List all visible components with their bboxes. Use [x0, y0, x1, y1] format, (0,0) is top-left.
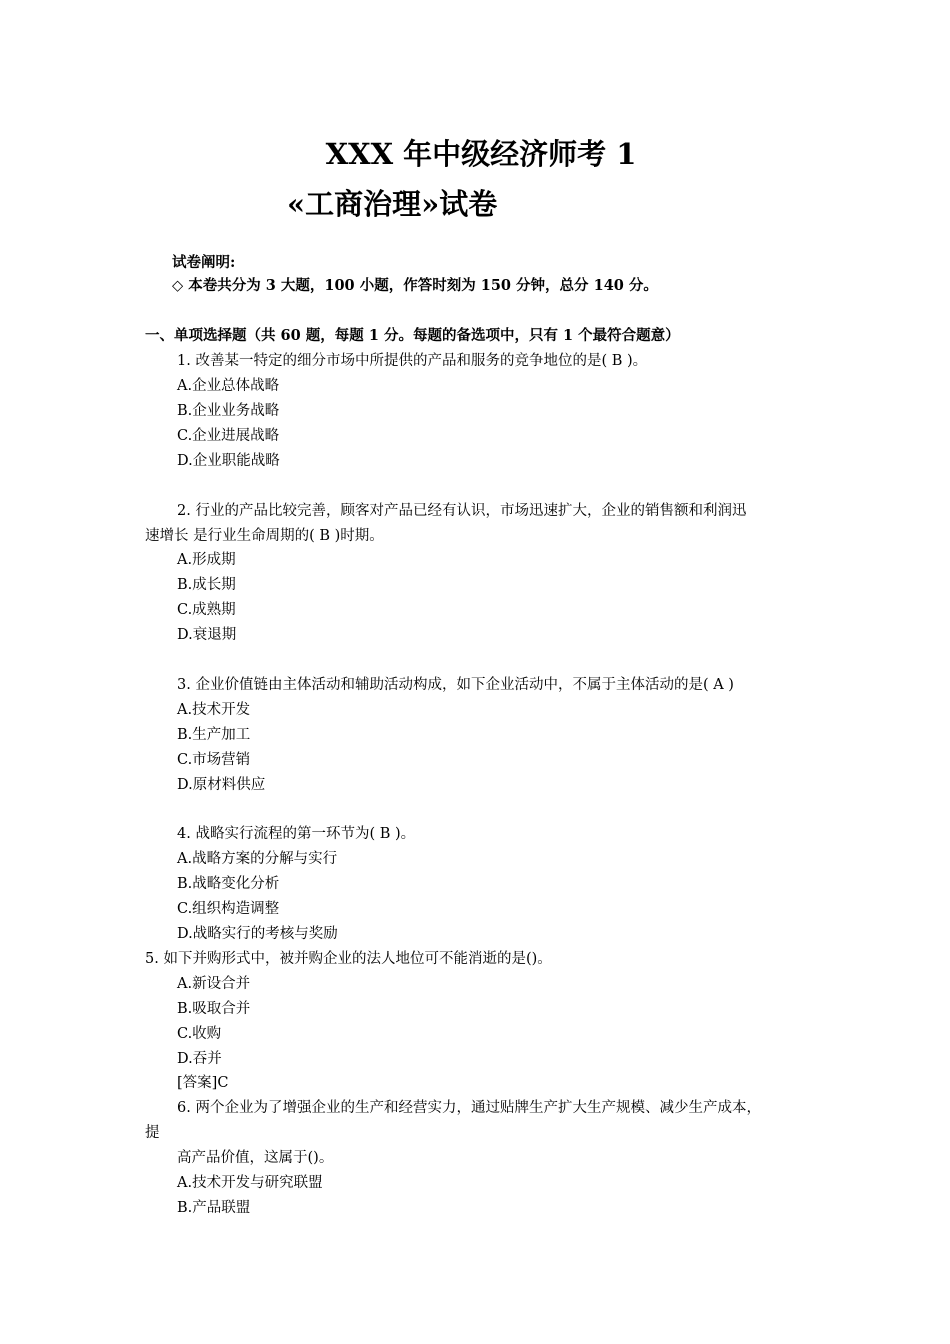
instructions-note: ◇ 本卷共分为 3 大题，100 小题，作答时刻为 150 分钟，总分 140 分。 [172, 277, 658, 294]
question-1-stem: 1. 改善某一特定的细分市场中所提供的产品和服务的竞争地位的是( B )。 [177, 353, 648, 369]
document-title-line2: «工商治理»试卷 [287, 187, 498, 221]
question-2-stem-line2: 速增长 是行业生命周期的( B )时期。 [145, 528, 384, 544]
question-3-option-d: D.原材料供应 [177, 777, 266, 793]
question-3-option-a: A.技术开发 [177, 702, 251, 718]
question-5-option-b: B.吸取合并 [177, 1001, 251, 1017]
document-title-line1: XXX 年中级经济师考 1 [325, 137, 637, 171]
question-1-option-b: B.企业业务战略 [177, 403, 280, 419]
instructions-heading: 试卷阐明: [172, 254, 236, 271]
question-6-stem-line2: 提 [145, 1125, 160, 1141]
question-6-option-b: B.产品联盟 [177, 1200, 251, 1216]
question-3-option-c: C.市场营销 [177, 752, 251, 768]
question-3-option-b: B.生产加工 [177, 727, 251, 743]
section-heading: 一、单项选择题（共 60 题，每题 1 分。每题的备选项中，只有 1 个最符合题意） [145, 327, 680, 344]
question-3-stem: 3. 企业价值链由主体活动和辅助活动构成，如下企业活动中，不属于主体活动的是( A ) [177, 677, 734, 693]
question-5-option-a: A.新设合并 [177, 976, 251, 992]
question-4-option-b: B.战略变化分析 [177, 876, 280, 892]
question-6-option-a: A.技术开发与研究联盟 [177, 1175, 323, 1191]
question-5-option-c: C.收购 [177, 1026, 222, 1042]
question-2-option-a: A.形成期 [177, 552, 236, 568]
question-5-stem: 5. 如下并购形式中，被并购企业的法人地位可不能消逝的是()。 [145, 951, 552, 967]
question-2-stem-line1: 2. 行业的产品比较完善，顾客对产品已经有认识，市场迅速扩大，企业的销售额和利润迅 [177, 503, 747, 519]
question-5-option-d: D.吞并 [177, 1051, 222, 1067]
question-2-option-d: D.衰退期 [177, 627, 237, 643]
question-6-stem-line3: 高产品价值，这属于()。 [177, 1150, 334, 1166]
question-4-option-a: A.战略方案的分解与实行 [177, 851, 338, 867]
question-1-option-d: D.企业职能战略 [177, 453, 280, 469]
question-4-option-d: D.战略实行的考核与奖励 [177, 926, 338, 942]
question-4-option-c: C.组织构造调整 [177, 901, 280, 917]
question-2-option-b: B.成长期 [177, 577, 236, 593]
question-5-answer: [答案]C [177, 1075, 229, 1091]
question-1-option-c: C.企业进展战略 [177, 428, 280, 444]
question-2-option-c: C.成熟期 [177, 602, 236, 618]
question-1-option-a: A.企业总体战略 [177, 378, 280, 394]
question-6-stem-line1: 6. 两个企业为了增强企业的生产和经营实力，通过贴牌生产扩大生产规模、减少生产成本， [177, 1100, 761, 1116]
question-4-stem: 4. 战略实行流程的第一环节为( B )。 [177, 826, 416, 842]
